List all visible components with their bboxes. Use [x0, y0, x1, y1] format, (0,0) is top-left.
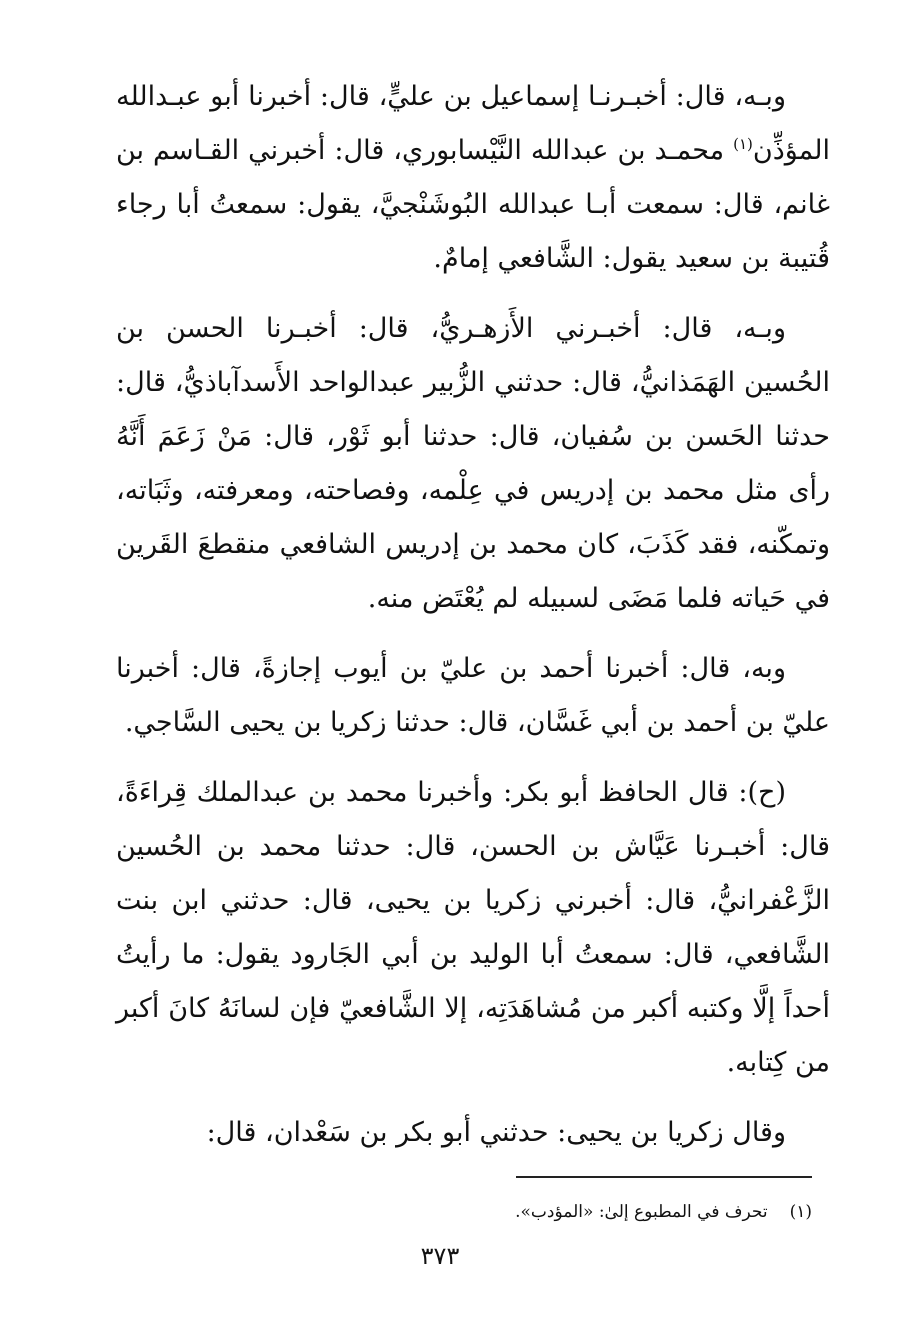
footnote-marker: (١) — [733, 135, 753, 153]
paragraph-3: وبه، قال: أخبرنا أحمد بن عليّ بن أيوب إجازةً، قال: أخبرنا عليّ بن أحمد بن أبي غَسَّان، قال: حدثنا زكريا بن يحيى السَّاجي. — [116, 653, 830, 738]
footnote-number: (١) — [789, 1202, 812, 1222]
paragraph-5: وقال زكريا بن يحيى: حدثني أبو بكر بن سَعْدان، قال: — [206, 1117, 786, 1148]
paragraph-1-text-end: محمـد بن عبدالله النَّيْسابوري، قال: أخبرني القـاسم بن غانم، قال: سمعت أبـا عبدالله البُوشَنْجيَّ، يقول: سمعتُ أبا رجاء قُتيبة بن سعيد يقول: الشَّافعي إمامٌ. — [116, 135, 830, 274]
paragraph-2: وبـه، قال: أخبـرني الأَزهـريُّ، قال: أخبـرنا الحسن بن الحُسين الهَمَذانيُّ، قال: حدثني الزُّبير عبدالواحد الأَسدآباذيُّ، قال: حدثنا الحَسن بن سُفيان، قال: حدثنا أبو ثَوْر، قال: مَنْ زَعَمَ أَنَّهُ رأى مثل محمد بن إدريس في عِلْمه، وفصاحته، ومعرفته، وثَبَاته، وتمكّنه، فقد كَذَبَ، كان محمد بن إدريس الشافعي منقطعَ القَرين في حَياته فلما مَضَى لسبيله لم يُعْتَض منه. — [116, 313, 830, 614]
main-text — [116, 70, 830, 1160]
footnote — [300, 1198, 812, 1226]
footnote-text: تحرف في المطبوع إلىٰ: «المؤدب». — [515, 1202, 768, 1222]
paragraph-1 — [116, 70, 830, 286]
paragraph-4: (ح): قال الحافظ أبو بكر: وأخبرنا محمد بن عبدالملك قِراءَةً، قال: أخبـرنا عَيَّاش بن الحسن، قال: حدثنا محمد بن الحُسين الزَّعْفرانيُّ، قال: أخبرني زكريا بن يحيى، قال: حدثني ابن بنت الشَّافعي، قال: سمعتُ أبا الوليد بن أبي الجَارود يقول: ما رأيتُ أحداً إلَّا وكتبه أكبر من مُشاهَدَتِه، إلا الشَّافعيّ فإن لسانَهُ كانَ أكبر من كِتابه. — [116, 777, 830, 1078]
footnote-divider — [516, 1176, 812, 1178]
paragraph-1-text-start: وبـه، قال: أخبـرنـا إسماعيل بن عليٍّ، قال: أخبرنا أبو عبـدالله المؤذِّن — [116, 81, 830, 166]
page-number: ٣٧٣ — [420, 1242, 460, 1270]
